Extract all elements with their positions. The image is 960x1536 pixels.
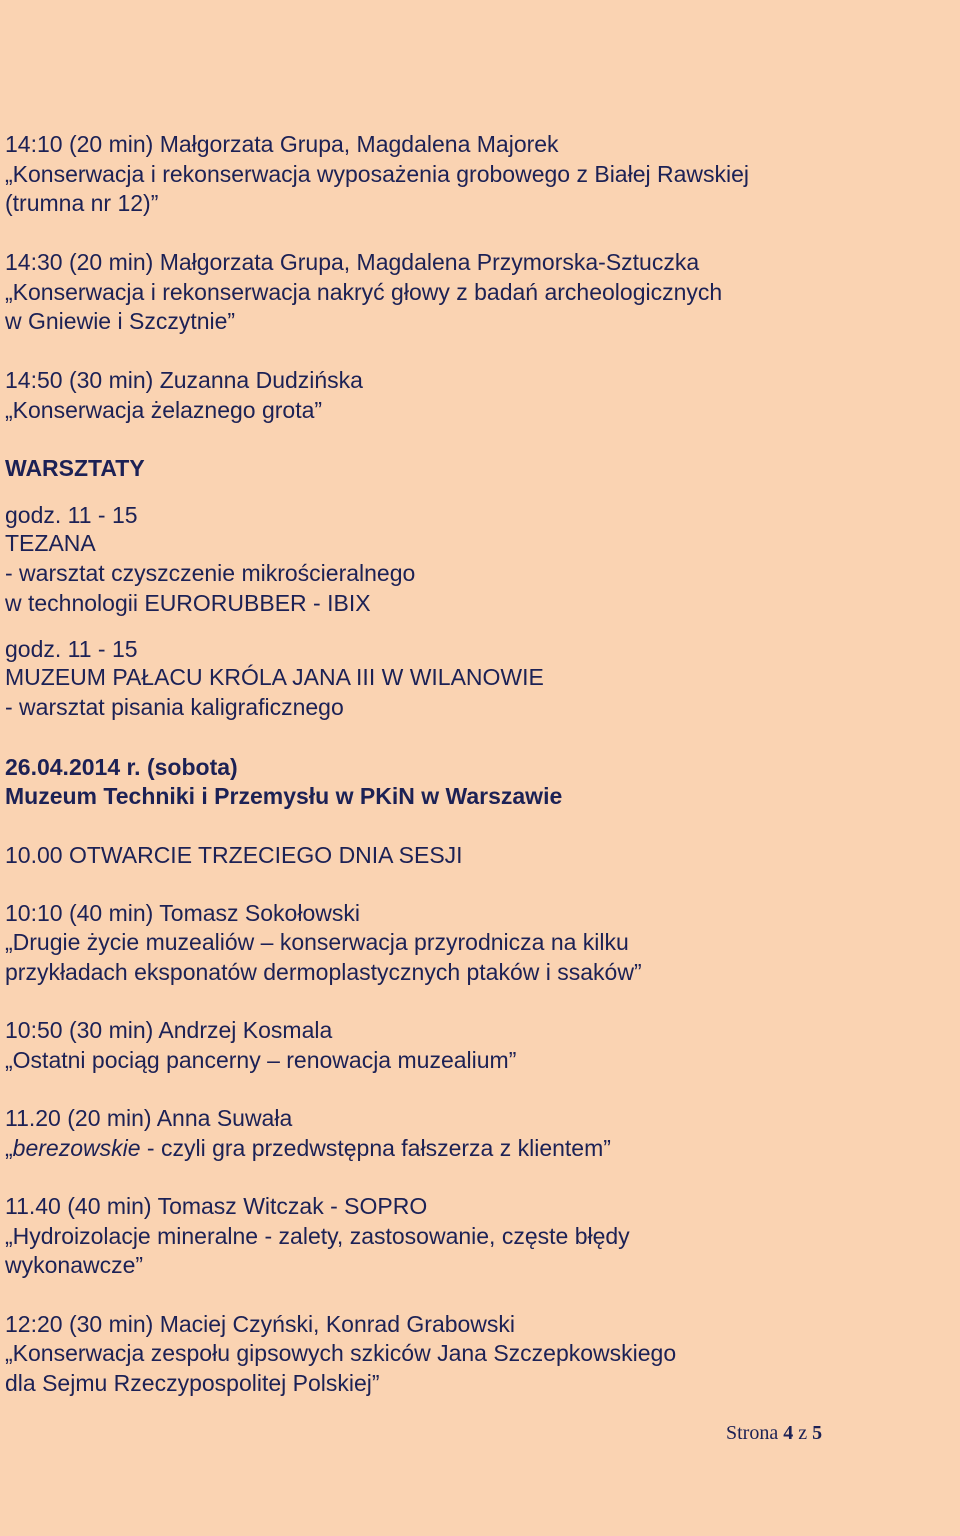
workshop-description: - warsztat pisania kaligraficznego — [5, 694, 344, 720]
page-number — [726, 1420, 822, 1446]
talk-header: 14:10 (20 min) Małgorzata Grupa, Magdalena Majorek — [5, 131, 559, 157]
quote-open: „ — [5, 1135, 13, 1161]
talk-title: „Konserwacja i rekonserwacja wyposażenia grobowego z Białej Rawskiej — [5, 161, 750, 187]
talk-title: „Konserwacja zespołu gipsowych szkiców Jana Szczepkowskiego — [5, 1340, 677, 1366]
talk-header: 11.40 (40 min) Tomasz Witczak - SOPRO — [5, 1193, 428, 1219]
page-number-total: 5 — [812, 1422, 823, 1444]
talk-title: dla Sejmu Rzeczypospolitej Polskiej” — [5, 1370, 380, 1396]
talk-header: 14:30 (20 min) Małgorzata Grupa, Magdalena Przymorska-Sztuczka — [5, 249, 700, 275]
talk-title-rest: - czyli gra przedwstępna fałszerza z klientem” — [140, 1135, 611, 1161]
talk-title: „Drugie życie muzealiów – konserwacja przyrodnicza na kilku — [5, 929, 629, 955]
talk-title: wykonawcze” — [5, 1252, 144, 1278]
workshop-time: godz. 11 - 15 — [5, 502, 138, 528]
session-opening: 10.00 OTWARCIE TRZECIEGO DNIA SESJI — [5, 842, 463, 868]
page-number-middle: z — [793, 1422, 813, 1444]
day-date: 26.04.2014 r. (sobota) — [5, 754, 238, 780]
talk-title: przykładach eksponatów dermoplastycznych ptaków i ssaków” — [5, 959, 642, 985]
section-heading: WARSZTATY — [5, 455, 145, 481]
talk-title — [5, 1133, 611, 1163]
talk-title: (trumna nr 12)” — [5, 190, 159, 216]
workshop-description: - warsztat czyszczenie mikrościeralnego — [5, 560, 416, 586]
workshop-time: godz. 11 - 15 — [5, 636, 138, 662]
talk-title-italic: berezowskie — [12, 1135, 141, 1161]
workshop-organizer: TEZANA — [5, 530, 96, 556]
workshop-organizer: MUZEUM PAŁACU KRÓLA JANA III W WILANOWIE — [5, 664, 544, 690]
workshop-description: w technologii EURORUBBER - IBIX — [5, 590, 371, 616]
page-number-prefix: Strona — [726, 1422, 784, 1444]
talk-header: 14:50 (30 min) Zuzanna Dudzińska — [5, 367, 363, 393]
talk-header: 10:50 (30 min) Andrzej Kosmala — [5, 1017, 333, 1043]
talk-header: 11.20 (20 min) Anna Suwała — [5, 1105, 293, 1131]
talk-header: 12:20 (30 min) Maciej Czyński, Konrad Grabowski — [5, 1311, 516, 1337]
talk-title: „Ostatni pociąg pancerny – renowacja muzealium” — [5, 1047, 517, 1073]
talk-header: 10:10 (40 min) Tomasz Sokołowski — [5, 900, 360, 926]
day-venue: Muzeum Techniki i Przemysłu w PKiN w Warszawie — [5, 783, 563, 809]
talk-title: „Konserwacja żelaznego grota” — [5, 397, 323, 423]
talk-title: w Gniewie i Szczytnie” — [5, 308, 236, 334]
page-number-current: 4 — [783, 1422, 794, 1444]
talk-title: „Hydroizolacje mineralne - zalety, zastosowanie, częste błędy — [5, 1223, 630, 1249]
talk-title: „Konserwacja i rekonserwacja nakryć głowy z badań archeologicznych — [5, 279, 723, 305]
